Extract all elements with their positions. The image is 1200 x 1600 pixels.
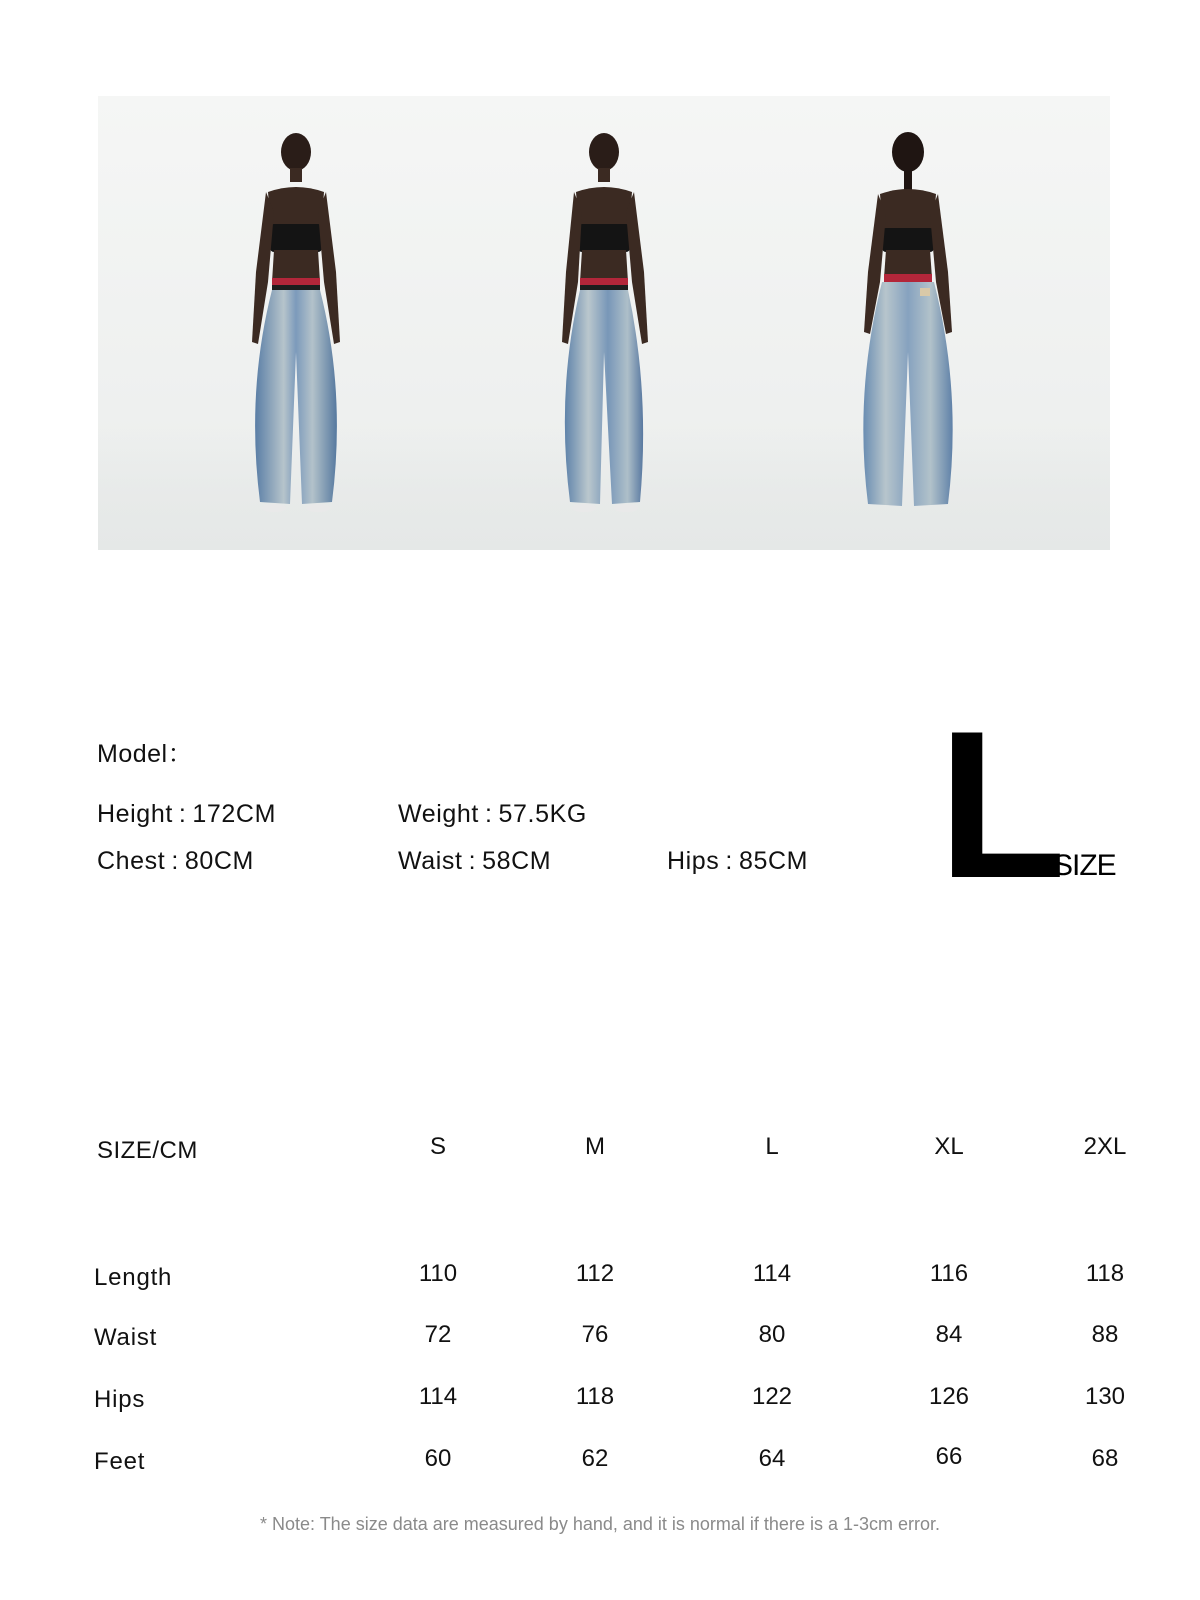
- chest-value: 80CM: [184, 847, 254, 875]
- model-back-view: [828, 132, 988, 532]
- column-header: M: [585, 1133, 605, 1160]
- waist-label: Waist: [398, 847, 463, 875]
- table-cell: 116: [929, 1260, 969, 1287]
- hips-label: Hips: [667, 847, 720, 875]
- table-cell: 66: [935, 1443, 963, 1470]
- column-header: XL: [934, 1133, 964, 1160]
- model-hips: [667, 847, 808, 876]
- table-cell: 114: [752, 1260, 792, 1287]
- separator: :: [178, 800, 187, 828]
- model-weight: [398, 800, 587, 829]
- column-header: S: [429, 1133, 446, 1160]
- table-cell: 84: [935, 1321, 963, 1348]
- model-waist: [398, 847, 551, 876]
- row-label: Waist: [94, 1324, 158, 1351]
- table-cell: 118: [575, 1383, 615, 1410]
- row-label: Length: [94, 1264, 173, 1291]
- chest-label: Chest: [97, 847, 166, 875]
- table-cell: 110: [418, 1260, 458, 1287]
- model-back-illustration: [828, 132, 988, 532]
- measurement-note: * Note: The size data are measured by hand, and it is normal if there is a 1-3cm error.: [259, 1514, 940, 1534]
- weight-value: 57.5KG: [498, 800, 587, 828]
- worn-size-word: SIZE: [1053, 849, 1116, 882]
- table-cell: 88: [1091, 1321, 1119, 1348]
- worn-size-letter: L: [938, 687, 1063, 922]
- height-label: Height: [97, 800, 173, 828]
- table-cell: 68: [1091, 1445, 1119, 1472]
- table-cell: 118: [1085, 1260, 1125, 1287]
- model-chest: [97, 847, 254, 876]
- row-label: Hips: [94, 1386, 146, 1413]
- height-value: 172CM: [192, 800, 277, 828]
- model-angled-illustration: [522, 132, 682, 532]
- hips-value: 85CM: [738, 847, 809, 875]
- table-corner-label: SIZE/CM: [97, 1137, 198, 1164]
- model-front-view: [216, 132, 376, 532]
- model-height: [97, 800, 276, 829]
- table-cell: 80: [758, 1321, 786, 1348]
- model-angled-view: [522, 132, 682, 532]
- table-cell: 126: [928, 1383, 970, 1410]
- product-photo: [98, 96, 1110, 550]
- model-heading: Model：: [97, 740, 194, 768]
- table-cell: 62: [581, 1445, 609, 1472]
- table-cell: 112: [575, 1260, 615, 1287]
- model-front-illustration: [216, 132, 376, 532]
- table-cell: 122: [751, 1383, 793, 1410]
- table-cell: 130: [1084, 1383, 1126, 1410]
- waist-value: 58CM: [482, 847, 552, 875]
- column-header: L: [765, 1133, 779, 1160]
- column-header: 2XL: [1083, 1133, 1127, 1160]
- separator: :: [171, 847, 179, 875]
- row-label: Feet: [94, 1448, 146, 1475]
- table-cell: 76: [581, 1321, 609, 1348]
- separator: :: [468, 847, 477, 875]
- table-cell: 72: [424, 1321, 452, 1348]
- separator: :: [725, 847, 733, 875]
- table-cell: 64: [758, 1445, 786, 1472]
- weight-label: Weight: [398, 800, 479, 828]
- table-cell: 60: [424, 1445, 452, 1472]
- separator: :: [484, 800, 493, 828]
- table-cell: 114: [418, 1383, 458, 1410]
